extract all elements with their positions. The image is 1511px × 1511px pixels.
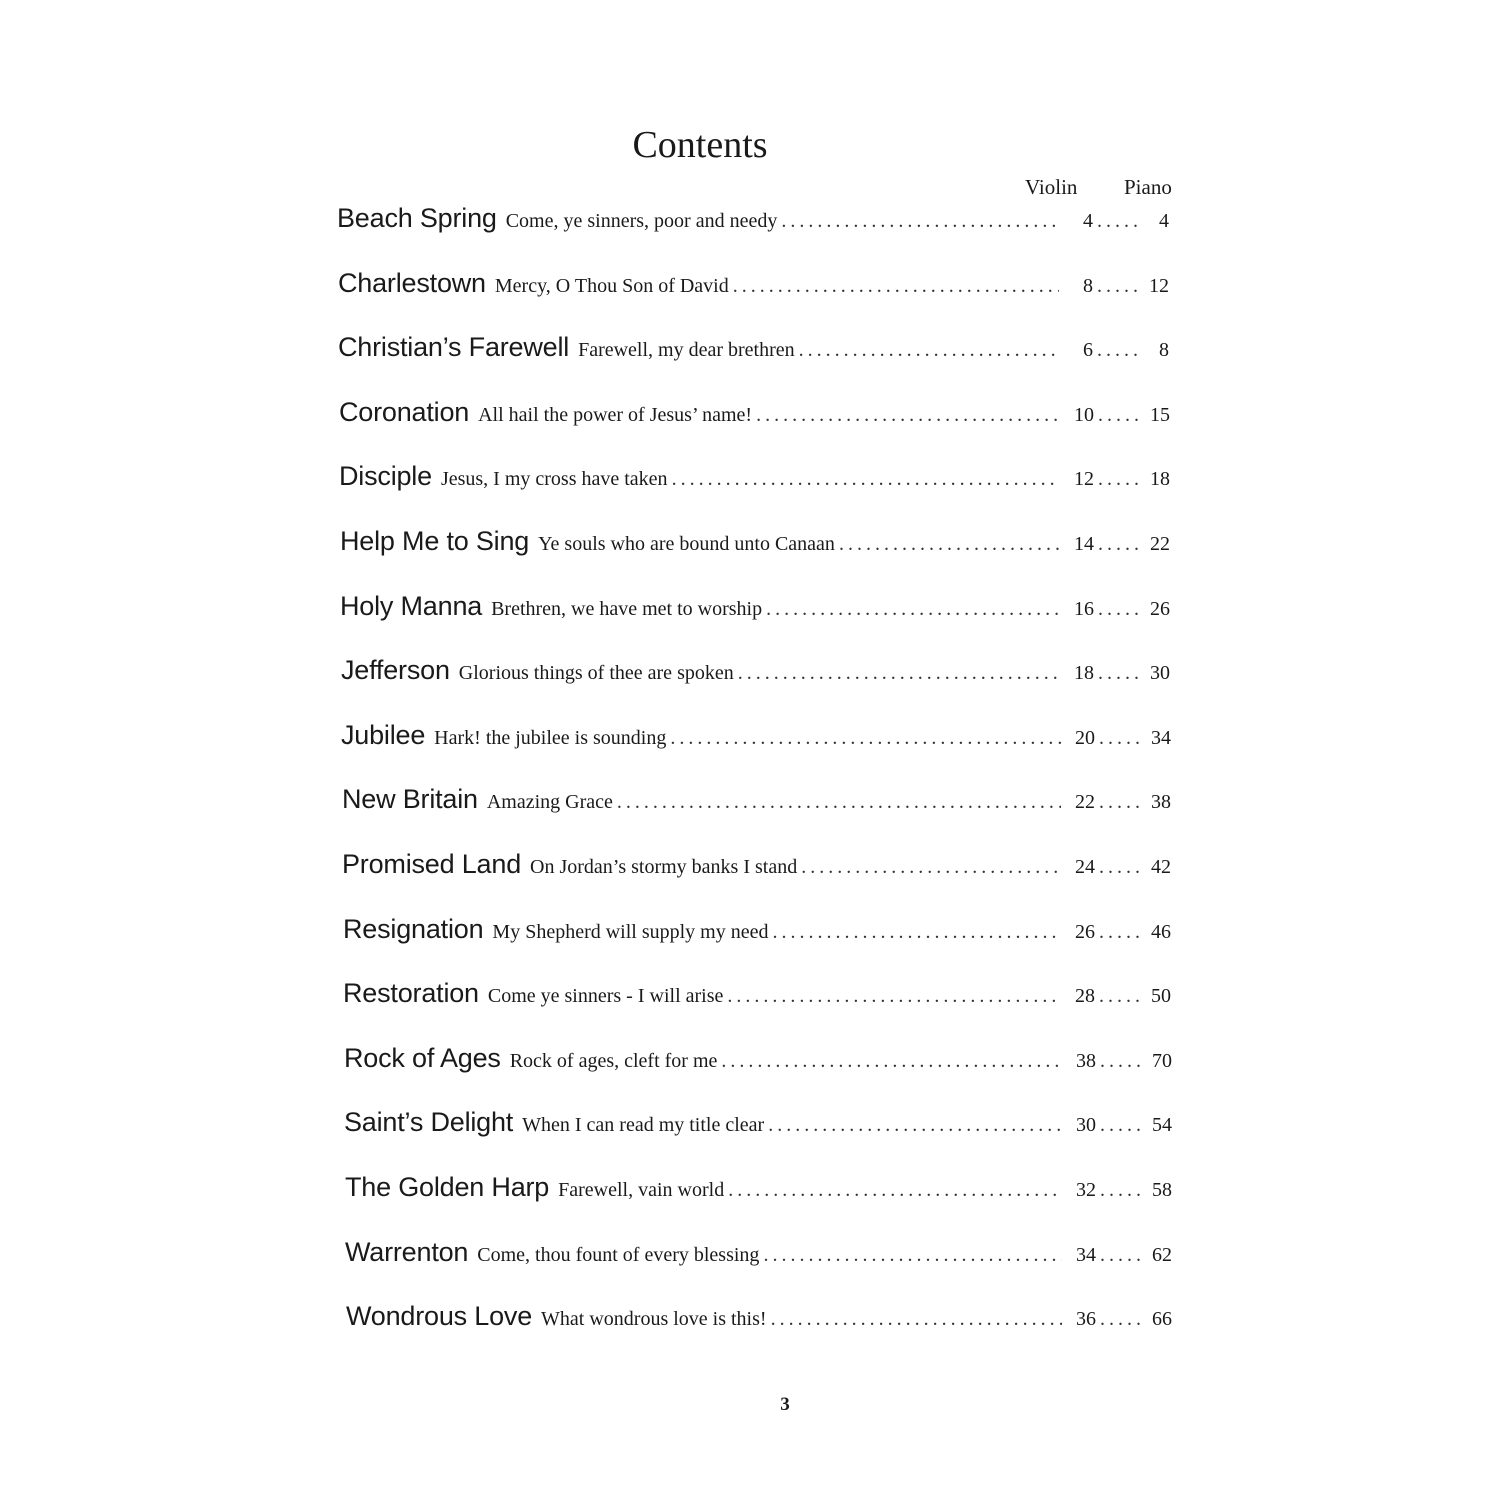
- contents-entry: [342, 784, 1171, 824]
- violin-page: 26: [1075, 920, 1095, 943]
- tune-name: Promised Land: [342, 849, 522, 879]
- tune-name: Beach Spring: [337, 203, 497, 233]
- page-title: Contents: [632, 124, 768, 166]
- contents-entry: [338, 332, 1169, 372]
- dot-leader: [1094, 468, 1142, 491]
- dot-leader: [768, 1114, 1062, 1137]
- dot-leader: [1096, 1244, 1144, 1267]
- contents-entry: [340, 591, 1170, 631]
- piano-page: 70: [1152, 1049, 1172, 1072]
- hymn-text: All hail the power of Jesus’ name!: [478, 403, 753, 426]
- violin-page: 16: [1074, 597, 1094, 620]
- contents-entry: [339, 397, 1170, 437]
- dot-leader: [1094, 598, 1142, 621]
- violin-page: 38: [1076, 1049, 1096, 1072]
- dot-leader: [1095, 985, 1143, 1008]
- dot-leader: [1096, 1179, 1144, 1202]
- violin-page: 28: [1075, 985, 1095, 1008]
- piano-page: 8: [1159, 339, 1169, 362]
- piano-page: 12: [1149, 274, 1169, 297]
- piano-page: 38: [1151, 791, 1171, 814]
- piano-page: 58: [1152, 1179, 1172, 1201]
- dot-leader: [1096, 1050, 1144, 1073]
- hymn-text: When I can read my title clear: [522, 1114, 765, 1137]
- page-number: 3: [780, 1394, 790, 1415]
- dot-leader: [670, 727, 1061, 750]
- dot-leader: [1096, 1308, 1144, 1331]
- dot-leader: [728, 1179, 1062, 1202]
- tune-name: Jubilee: [341, 719, 426, 750]
- hymn-text: What wondrous love is this!: [541, 1308, 767, 1331]
- dot-leader: [1093, 339, 1141, 362]
- contents-entry: [341, 655, 1170, 695]
- violin-page: 18: [1074, 662, 1094, 685]
- hymn-text: Farewell, my dear brethren: [578, 339, 795, 362]
- dot-leader: [727, 985, 1061, 1008]
- column-header-violin: Violin: [1025, 175, 1078, 199]
- dot-leader: [733, 275, 1059, 298]
- dot-leader: [1095, 791, 1143, 814]
- piano-page: 46: [1151, 920, 1171, 943]
- piano-page: 18: [1150, 468, 1170, 491]
- piano-page: 4: [1159, 210, 1169, 232]
- contents-entry: [345, 1172, 1172, 1212]
- violin-page: 14: [1074, 533, 1094, 555]
- hymn-text: Come ye sinners - I will arise: [487, 985, 724, 1008]
- hymn-text: Come, thou fount of every blessing: [477, 1243, 760, 1266]
- tune-name: Holy Manna: [340, 590, 483, 621]
- tune-name: Charlestown: [338, 267, 486, 298]
- column-header-piano: Piano: [1124, 175, 1172, 199]
- contents-entry: [344, 1043, 1172, 1083]
- hymn-text: My Shepherd will supply my need: [492, 920, 769, 943]
- dot-leader: [1096, 1114, 1144, 1137]
- contents-entry: [342, 849, 1171, 889]
- tune-name: Wondrous Love: [346, 1301, 533, 1332]
- dot-leader: [1094, 404, 1142, 427]
- hymn-text: On Jordan’s stormy banks I stand: [530, 856, 798, 878]
- piano-page: 42: [1151, 856, 1171, 878]
- dot-leader: [721, 1050, 1062, 1073]
- dot-leader: [617, 791, 1061, 814]
- dot-leader: [773, 921, 1062, 944]
- violin-page: 36: [1076, 1308, 1096, 1331]
- violin-page: 30: [1076, 1114, 1096, 1137]
- dot-leader: [1093, 275, 1141, 298]
- dot-leader: [771, 1308, 1062, 1331]
- dot-leader: [799, 339, 1059, 362]
- contents-entry: [343, 914, 1171, 954]
- piano-page: 62: [1152, 1243, 1172, 1266]
- dot-leader: [1095, 856, 1143, 879]
- piano-page: 50: [1151, 985, 1171, 1008]
- hymn-text: Ye souls who are bound unto Canaan: [538, 533, 835, 555]
- hymn-text: Amazing Grace: [486, 791, 613, 814]
- tune-name: Warrenton: [345, 1236, 469, 1267]
- dot-leader: [801, 856, 1061, 879]
- piano-page: 54: [1152, 1114, 1172, 1137]
- hymn-text: Jesus, I my cross have taken: [440, 468, 668, 491]
- tune-name: Resignation: [343, 913, 484, 944]
- violin-page: 24: [1075, 856, 1095, 878]
- tune-name: Restoration: [343, 978, 479, 1009]
- violin-page: 20: [1075, 726, 1095, 749]
- contents-entry: [344, 1107, 1172, 1147]
- piano-page: 15: [1150, 403, 1170, 426]
- violin-page: 10: [1074, 403, 1094, 426]
- tune-name: Christian’s Farewell: [338, 332, 570, 363]
- dot-leader: [1095, 921, 1143, 944]
- hymn-text: Glorious things of thee are spoken: [458, 662, 734, 685]
- dot-leader: [763, 1244, 1062, 1267]
- tune-name: Rock of Ages: [344, 1042, 501, 1073]
- dot-leader: [839, 533, 1060, 556]
- violin-page: 22: [1075, 791, 1095, 814]
- hymn-text: Brethren, we have met to worship: [491, 597, 763, 620]
- violin-page: 32: [1076, 1179, 1096, 1201]
- tune-name: Coronation: [339, 396, 470, 427]
- hymn-text: Come, ye sinners, poor and needy: [505, 210, 778, 232]
- dot-leader: [781, 210, 1059, 233]
- contents-entry: [345, 1237, 1172, 1277]
- violin-page: 8: [1083, 274, 1093, 297]
- contents-entry: [337, 203, 1169, 243]
- contents-entry: [346, 1301, 1172, 1341]
- tune-name: Jefferson: [341, 655, 450, 686]
- contents-entry: [343, 978, 1171, 1018]
- contents-entry: [340, 526, 1170, 566]
- dot-leader: [1095, 727, 1143, 750]
- hymn-text: Rock of ages, cleft for me: [509, 1049, 718, 1072]
- violin-page: 4: [1083, 210, 1093, 232]
- tune-name: Saint’s Delight: [344, 1107, 514, 1138]
- hymn-text: Farewell, vain world: [558, 1179, 725, 1201]
- piano-page: 26: [1150, 597, 1170, 620]
- piano-page: 22: [1150, 533, 1170, 555]
- violin-page: 34: [1076, 1243, 1096, 1266]
- hymn-text: Mercy, O Thou Son of David: [494, 274, 729, 297]
- tune-name: Help Me to Sing: [340, 526, 530, 556]
- dot-leader: [756, 404, 1060, 427]
- piano-page: 34: [1151, 726, 1171, 749]
- dot-leader: [1094, 662, 1142, 685]
- contents-entry: [338, 268, 1169, 308]
- tune-name: New Britain: [342, 784, 478, 815]
- dot-leader: [672, 468, 1060, 491]
- violin-page: 6: [1083, 339, 1093, 362]
- hymn-text: Hark! the jubilee is sounding: [434, 726, 667, 749]
- piano-page: 30: [1150, 662, 1170, 685]
- dot-leader: [1094, 533, 1142, 556]
- contents-entry: [341, 720, 1171, 760]
- dot-leader: [738, 662, 1060, 685]
- dot-leader: [1093, 210, 1141, 233]
- contents-entry: [339, 461, 1170, 501]
- piano-page: 66: [1152, 1308, 1172, 1331]
- tune-name: The Golden Harp: [345, 1172, 550, 1202]
- violin-page: 12: [1074, 468, 1094, 491]
- dot-leader: [766, 598, 1060, 621]
- tune-name: Disciple: [339, 461, 432, 492]
